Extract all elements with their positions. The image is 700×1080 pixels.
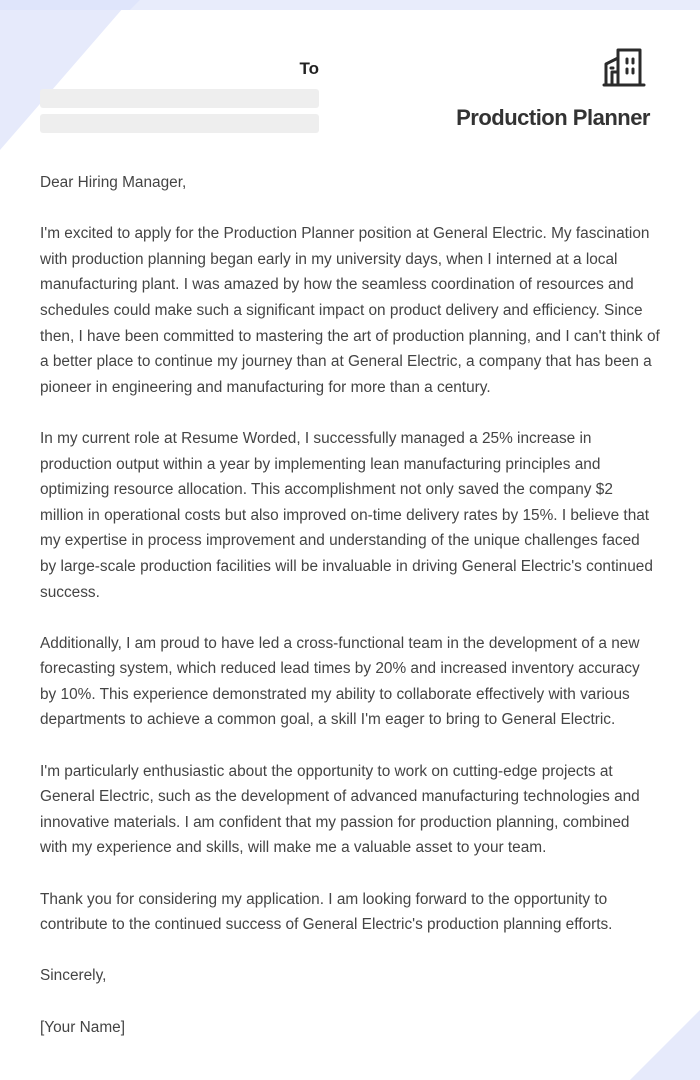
letter-body (40, 170, 660, 1066)
letter-paragraph: I'm particularly enthusiastic about the opportunity to work on cutting-edge projects at General Electric, such as the development of advanced manufacturing technologies and innovative materials. I am confident that my passion for production planning, combined with my experience and skills, will make me a valuable asset to your team. (40, 762, 640, 857)
salutation: Dear Hiring Manager, (40, 174, 187, 191)
letter-page (0, 10, 700, 1080)
letter-paragraph: Additionally, I am proud to have led a cross-functional team in the development of a new forecasting system, which reduced lead times by 20% and increased inventory accuracy by 10%. This experience demonstrated my ability to collaborate effectively with various departments to achieve a common goal, a skill I'm eager to bring to General Electric. (40, 634, 640, 729)
recipient-label: To (299, 59, 319, 78)
job-title-heading: Production Planner (456, 105, 650, 130)
letter-paragraph: Thank you for considering my application. I am looking forward to the opportunity to contribute to the continued success of General Electric's production planning efforts. (40, 890, 613, 934)
letter-paragraph: In my current role at Resume Worded, I successfully managed a 25% increase in production output within a year by implementing lean manufacturing principles and optimizing resource allocation. This accomplishment not only saved the company $2 million in operational costs but also improved on-time delivery rates by 15%. I believe that my expertise in process improvement and understanding of the unique challenges faced by large-scale production facilities will be invaluable in driving General Electric's continued success. (40, 429, 653, 601)
letter-paragraph: I'm excited to apply for the Production Planner position at General Electric. My fascination with production planning began early in my university days, when I interned at a local manufacturing plant. I was amazed by how the seamless coordination of resources and schedules could make such a significant impact on product delivery and efficiency. Since then, I have been committed to mastering the art of production planning, and I can't think of a better place to continue my journey than at General Electric, a company that has been a pioneer in engineering and manufacturing for more than a century. (40, 225, 660, 396)
signature: [Your Name] (40, 1018, 125, 1036)
closing: Sincerely, (40, 967, 107, 985)
recipient-address-placeholder (40, 114, 319, 133)
recipient-name-placeholder (40, 89, 319, 108)
building-icon (602, 42, 646, 88)
